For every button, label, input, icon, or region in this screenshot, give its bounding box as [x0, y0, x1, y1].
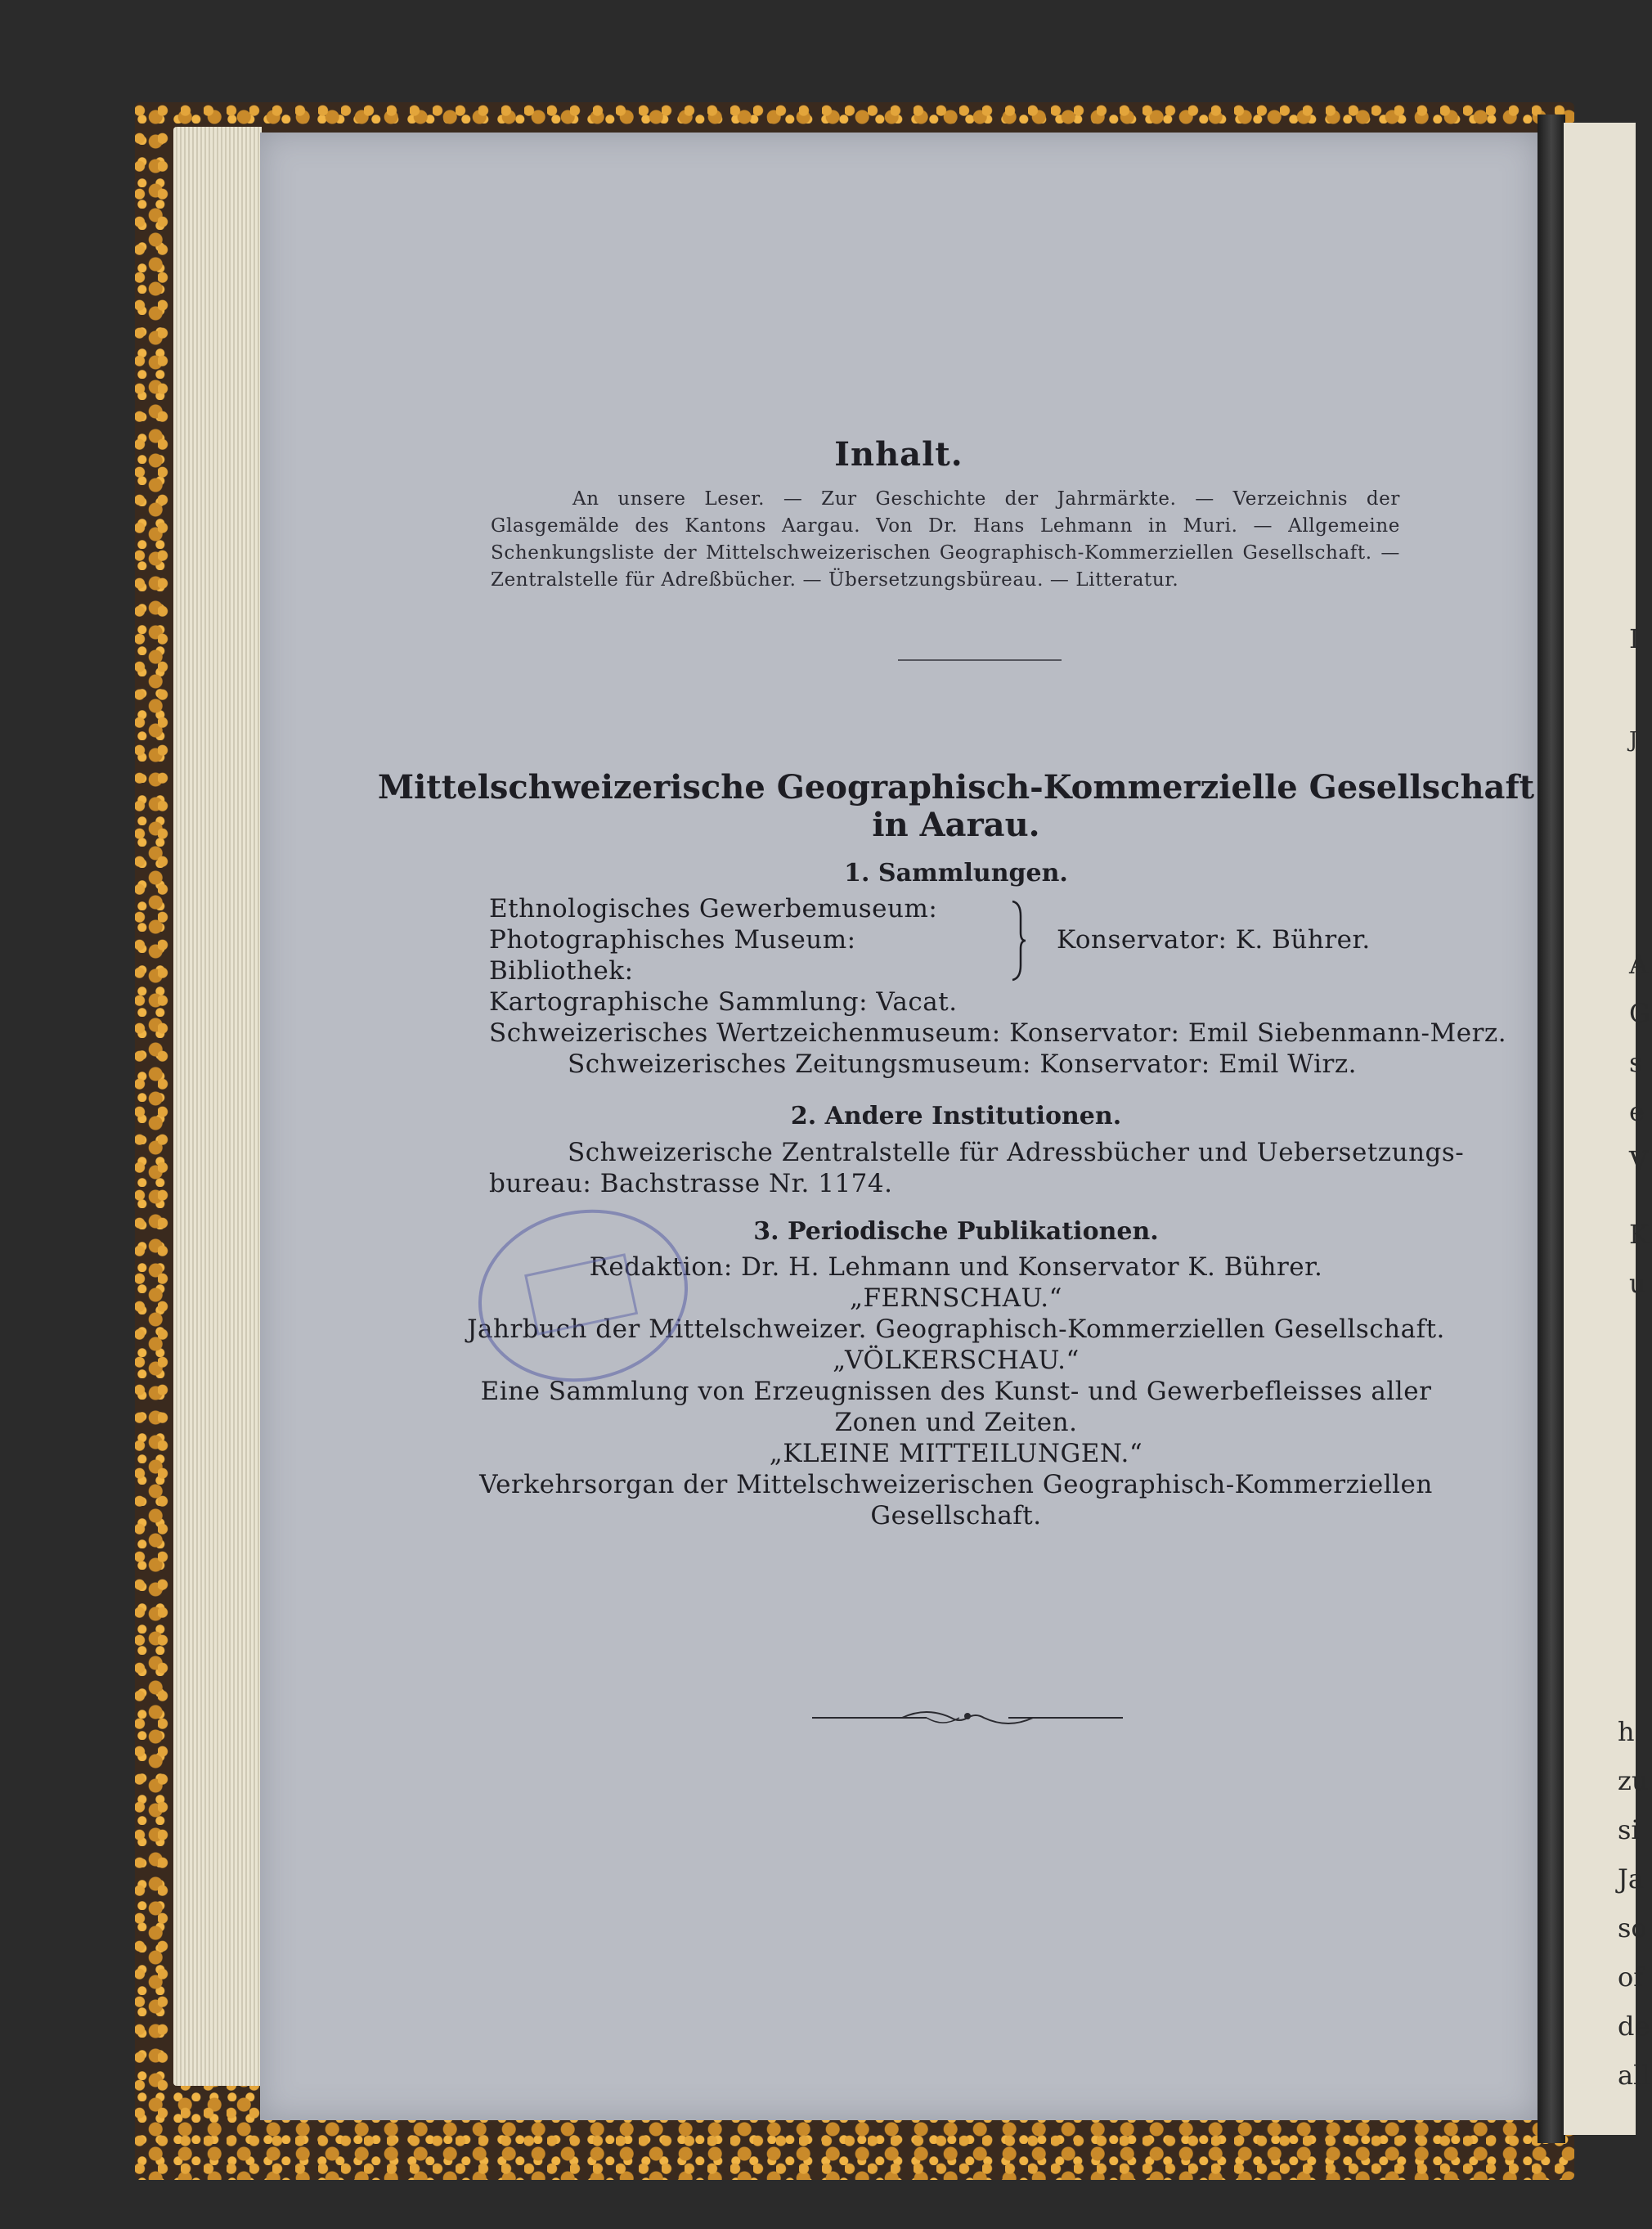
- publication-title: „KLEINE MITTEILUNGEN.“: [769, 1439, 1143, 1468]
- facing-char: V: [1629, 1145, 1649, 1176]
- brace-icon: [1011, 900, 1027, 982]
- publication-description: Zonen und Zeiten.: [834, 1408, 1078, 1437]
- facing-char: I: [1629, 623, 1640, 654]
- publication-description: Gesellschaft.: [870, 1501, 1042, 1530]
- publication-description: Eine Sammlung von Erzeugnissen des Kunst- und Gewerbefleisses aller: [480, 1377, 1432, 1406]
- publication-description: Verkehrsorgan der Mittelschweizerischen Geographisch-Kommerziellen: [479, 1470, 1433, 1499]
- ornament-divider: [812, 1701, 1123, 1734]
- facing-char: J: [1629, 728, 1638, 753]
- facing-char: de: [1618, 2011, 1650, 2042]
- facing-char: si: [1618, 1814, 1640, 1845]
- society-name: [260, 769, 1652, 844]
- facing-char: zu: [1618, 1765, 1649, 1796]
- collection-item: Photographisches Museum:: [489, 925, 856, 955]
- facing-char: h: [1618, 1716, 1635, 1747]
- facing-char: e: [1629, 1096, 1645, 1127]
- contents-text: An unsere Leser. — Zur Geschichte der Jahrmärkte. — Verzeichnis der Glasgemälde des Kantons Aargau. Von Dr. Hans Lehmann in Muri. — Allgemeine Schenkungsliste der Mittelschweizerischen Geographisch-Kommerziellen Gesellschaft. — Zentralstelle für Adreßbücher. — Übersetzungsbüreau. — Litteratur.: [491, 488, 1400, 591]
- editorial-line: Redaktion: Dr. H. Lehmann und Konservator K. Bührer.: [589, 1252, 1323, 1282]
- collection-item: Ethnologisches Gewerbemuseum:: [489, 894, 938, 924]
- institution-line: bureau: Bachstrasse Nr. 1174.: [489, 1169, 893, 1198]
- collection-item: Kartographische Sammlung: Vacat.: [489, 987, 958, 1017]
- collection-item: Schweizerisches Wertzeichenmuseum: Konservator: Emil Siebenmann-Merz.: [489, 1018, 1507, 1048]
- publication-description: Jahrbuch der Mittelschweizer. Geographisch-Kommerziellen Gesellschaft.: [467, 1314, 1445, 1344]
- page-edges: [173, 127, 262, 2086]
- facing-char: s: [1629, 1047, 1643, 1078]
- library-stamp-inner: [524, 1253, 638, 1336]
- collection-item: Bibliothek:: [489, 956, 634, 986]
- document-page: [260, 133, 1538, 2120]
- facing-char: all: [1618, 2060, 1650, 2091]
- section-heading-sammlungen: 1. Sammlungen.: [844, 859, 1068, 888]
- section-heading-publikationen: 3. Periodische Publikationen.: [753, 1217, 1159, 1246]
- conservator-label: Konservator: K. Bührer.: [1057, 925, 1371, 955]
- publication-title: „FERNSCHAU.“: [849, 1283, 1063, 1313]
- facing-char: u: [1629, 1268, 1646, 1299]
- facing-char: A: [1629, 949, 1649, 980]
- section-heading-institutionen: 2. Andere Institutionen.: [790, 1102, 1122, 1130]
- facing-char: G: [1629, 998, 1650, 1029]
- facing-char: K: [1629, 1219, 1649, 1250]
- society-name-line1: Mittelschweizerische Geographisch-Kommerzielle Gesellschaft: [377, 768, 1535, 807]
- facing-char: so: [1618, 1912, 1647, 1944]
- publication-title: „VÖLKERSCHAU.“: [833, 1346, 1080, 1375]
- collection-item: Schweizerisches Zeitungsmuseum: Konservator: Emil Wirz.: [568, 1049, 1358, 1079]
- society-name-line2: in Aarau.: [872, 806, 1040, 844]
- divider-rule: [898, 659, 1062, 661]
- institution-line: Schweizerische Zentralstelle für Adressbücher und Uebersetzungs-: [568, 1138, 1465, 1167]
- facing-char: Ja: [1618, 1863, 1644, 1894]
- page-content: [260, 133, 1538, 2120]
- contents-title: Inhalt.: [834, 435, 963, 474]
- facing-char: of: [1618, 1962, 1644, 1993]
